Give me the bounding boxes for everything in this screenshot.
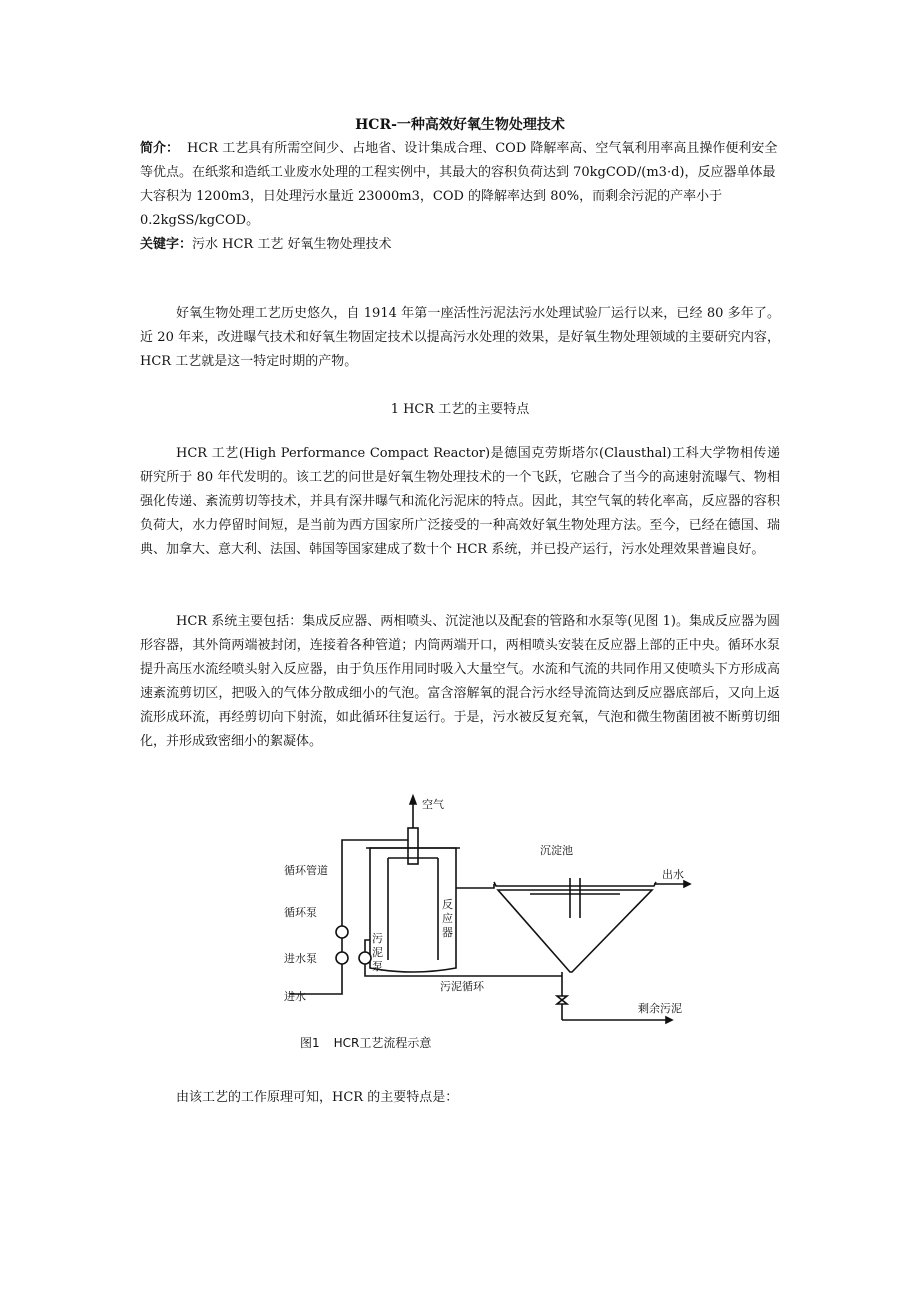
label-inlet: 进水 — [284, 990, 306, 1003]
label-excess-sludge: 剩余污泥 — [638, 1002, 682, 1015]
abstract-label: 简介： — [140, 141, 180, 156]
figure-caption-number: 图1 — [300, 1036, 320, 1050]
label-reactor-3: 器 — [442, 926, 453, 939]
drain-valve — [557, 996, 567, 1004]
sludge-pump — [359, 952, 371, 964]
paragraph-system: HCR 系统主要包括：集成反应器、两相喷头、沉淀池以及配套的管路和水泵等(见图 1)。集成反应器为圆形容器，其外筒两端被封闭，连接着各种管道；内筒两端开口，两相喷头安装在反应器上部的正中央。循环水泵提升高压水流经喷头射入反应器，由于负压作用同时吸入大量空气。水流和气流的共同作用又使喷头下方形成高速紊流剪切区，把吸入的气体分散成细小的气泡。富含溶解氧的混合污水经导流筒达到反应器底部后，又向上返流形成环流，再经剪切向下射流，如此循环往复运行。于是，污水被反复充氧，气泡和微生物菌团被不断剪切细化，并形成致密细小的絮凝体。 — [140, 614, 780, 749]
paragraph-features-intro: 由该工艺的工作原理可知，HCR 的主要特点是： — [176, 1090, 459, 1105]
settling-tank-top — [494, 882, 656, 886]
label-sludge-recycle: 污泥循环 — [440, 980, 484, 993]
hcr-process-figure — [270, 790, 700, 1060]
label-sludge-pump-1: 污 — [372, 932, 383, 945]
label-settling-tank: 沉淀池 — [540, 844, 573, 857]
keywords — [140, 233, 780, 257]
label-sludge-pump-3: 泵 — [372, 960, 383, 973]
abstract — [140, 137, 780, 233]
inlet-pump — [336, 952, 348, 964]
document-title: HCR-一种高效好氧生物处理技术 — [355, 117, 565, 133]
figure-caption — [300, 1034, 445, 1051]
transfer-pipe — [456, 884, 494, 888]
settling-tank-cone — [498, 890, 652, 972]
keywords-text: 污水 HCR 工艺 好氧生物处理技术 — [192, 237, 392, 252]
circulation-pump — [336, 926, 348, 938]
label-circulation-pump: 循环泵 — [284, 906, 317, 919]
label-sludge-pump-2: 泥 — [372, 946, 383, 959]
keywords-label: 关键字： — [140, 237, 193, 252]
label-inlet-pump: 进水泵 — [284, 952, 317, 965]
section-heading: 1 HCR 工艺的主要特点 — [390, 402, 530, 417]
label-air: 空气 — [422, 798, 444, 811]
label-reactor-1: 反 — [442, 898, 453, 911]
label-reactor-2: 应 — [442, 912, 453, 925]
label-circulation-pipe: 循环管道 — [284, 864, 328, 877]
paragraph-origin: HCR 工艺(High Performance Compact Reactor)是德国克劳斯塔尔(Clausthal)工科大学物相传递研究所于 80 年代发明的。该工艺的问世是好氧生物处理技术的一个飞跃，它融合了当今的高速射流曝气、物相强化传递、紊流剪切等技术，并具有深井曝气和流化污泥床的特点。因此，其空气氧的转化率高，反应器的容积负荷大，水力停留时间短，是当前为西方国家所广泛接受的一种高效好氧生物处理方法。至今，已经在德国、瑞典、加拿大、意大利、法国、韩国等国家建成了数十个 HCR 系统，并已投产运行，污水处理效果普遍良好。 — [140, 446, 780, 557]
sludge-recycle-pipe — [365, 964, 562, 976]
air-arrow — [410, 796, 416, 804]
figure-caption-text: HCR工艺流程示意 — [333, 1036, 432, 1050]
paragraph-history: 好氧生物处理工艺历史悠久，自 1914 年第一座活性污泥法污水处理试验厂运行以来，已经 80 多年了。近 20 年来，改进曝气技术和好氧生物固定技术以提高污水处理的效果，是好氧生物处理领域的主要研究内容，HCR 工艺就是这一特定时期的产物。 — [140, 306, 780, 369]
label-outlet: 出水 — [662, 868, 684, 881]
circulation-pipe — [342, 840, 408, 926]
abstract-text: HCR 工艺具有所需空间少、占地省、设计集成合理、COD 降解率高、空气氧利用率高且操作便利安全等优点。在纸浆和造纸工业废水处理的工程实例中，其最大的容积负荷达到 70kgCOD/(m3·d)，反应器单体最大容积为 1200m3，日处理污水量近 23000m3，COD 的降解率达到 80%，而剩余污泥的产率小于 0.2kgSS/kgCOD。 — [140, 141, 778, 228]
